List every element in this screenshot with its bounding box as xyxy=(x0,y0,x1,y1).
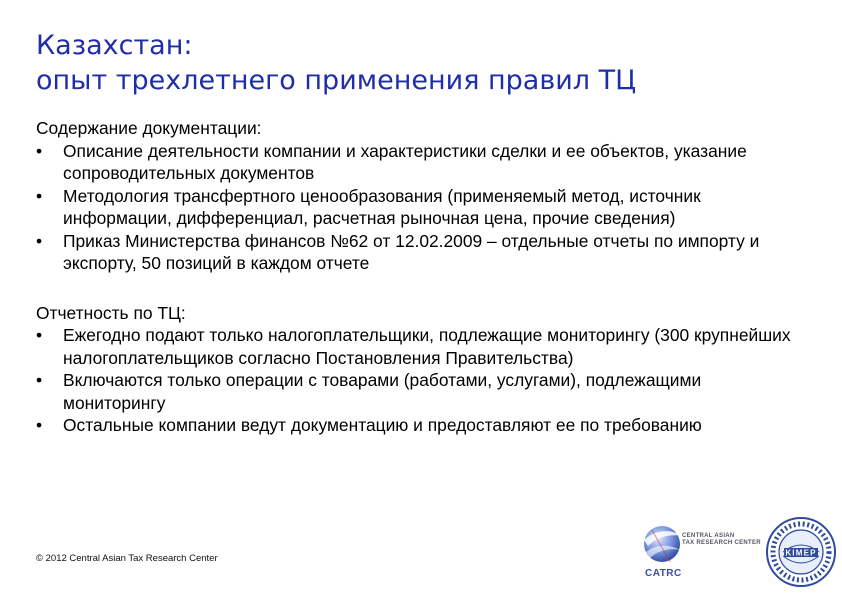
bullet-list xyxy=(36,324,806,437)
section-reporting xyxy=(36,302,806,437)
catrc-logo xyxy=(640,520,760,584)
list-item xyxy=(36,140,806,185)
list-item-text: Методология трансфертного ценообразования (применяемый метод, источник информации, дифференциал, расчетная рыночная цена, прочие сведения) xyxy=(63,185,701,228)
list-item-text: Описание деятельности компании и характеристики сделки и ее объектов, указание сопроводительных документов xyxy=(63,140,747,183)
section-heading: Содержание документации: xyxy=(36,118,262,138)
list-item-text: Остальные компании ведут документацию и предоставляют ее по требованию xyxy=(63,415,702,435)
list-item-text: Приказ Министерства финансов №62 от 12.02.2009 – отдельные отчеты по импорту и экспорту, 50 позиций в каждом отчете xyxy=(63,230,760,273)
list-item-text: Включаются только операции с товарами (работами, услугами), подлежащими мониторингу xyxy=(63,370,702,413)
slide-title-line2: опыт трехлетнего применения правил ТЦ xyxy=(36,65,637,96)
bullet-list xyxy=(36,140,806,275)
globe-logo-icon xyxy=(640,522,684,568)
bullet-icon: • xyxy=(36,185,43,206)
bullet-icon: • xyxy=(36,140,43,161)
kimep-label: KIMEP xyxy=(785,548,817,558)
catrc-tagline xyxy=(682,533,761,547)
bullet-icon: • xyxy=(36,370,43,390)
section-heading: Отчетность по ТЦ: xyxy=(36,302,186,323)
list-item xyxy=(36,369,806,414)
kimep-logo xyxy=(765,516,837,588)
university-seal-icon xyxy=(765,516,837,588)
section-spacer xyxy=(36,275,806,302)
catrc-tagline-line2: TAX RESEARCH CENTER xyxy=(682,540,761,546)
slide-body xyxy=(36,117,806,437)
bullet-icon: • xyxy=(36,230,43,251)
list-item-text: Ежегодно подают только налогоплательщики, подлежащие мониторингу (300 крупнейших налогоплательщиков согласно Постановления Правительства) xyxy=(63,325,791,368)
list-item xyxy=(36,324,806,369)
catrc-tagline-line1: CENTRAL ASIAN xyxy=(682,533,735,539)
bullet-icon: • xyxy=(36,415,43,435)
bullet-icon: • xyxy=(36,325,43,345)
copyright-footer: © 2012 Central Asian Tax Research Center xyxy=(36,553,218,564)
section-documentation xyxy=(36,117,806,275)
catrc-abbr: CATRC xyxy=(645,568,682,579)
list-item xyxy=(36,185,806,230)
list-item xyxy=(36,230,806,275)
slide-title xyxy=(36,28,796,98)
slide-title-line1: Казахстан: xyxy=(36,30,193,61)
list-item xyxy=(36,414,806,437)
